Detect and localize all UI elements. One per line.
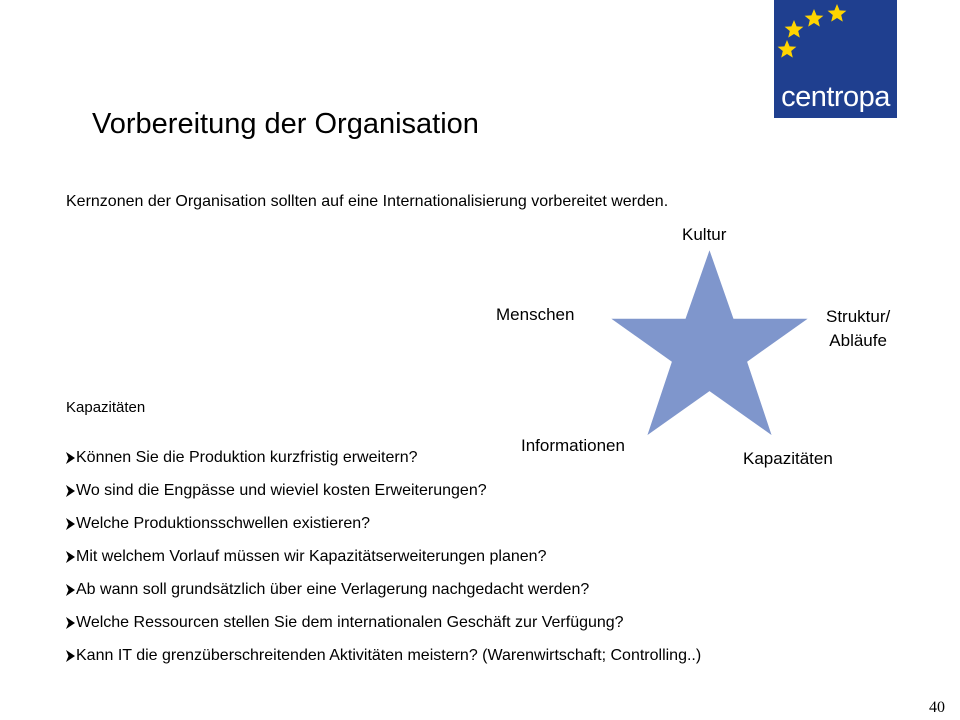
star-diagram [606, 245, 813, 445]
diagram-label-kapazitaeten: Kapazitäten [743, 449, 833, 468]
star-icon [828, 4, 847, 22]
question-text: Kann IT die grenzüberschreitenden Aktivitäten meistern? (Warenwirtschaft; Controlling..) [76, 647, 702, 664]
list-item [66, 481, 701, 514]
diagram-label-struktur [826, 305, 890, 353]
list-item [66, 448, 701, 481]
question-text: Wo sind die Engpässe und wieviel kosten Erweiterungen? [76, 482, 487, 499]
diagram-label-kultur: Kultur [682, 225, 727, 244]
logo-wordmark: centropa [781, 81, 890, 113]
diagram-label-menschen: Menschen [496, 305, 575, 324]
diagram-label-informationen: Informationen [521, 436, 625, 455]
question-text: Welche Produktionsschwellen existieren? [76, 515, 371, 532]
arrow-bullet-icon [66, 452, 75, 464]
list-item [66, 580, 701, 613]
arrow-bullet-icon [66, 650, 75, 662]
star-shape [609, 248, 810, 437]
arrow-bullet-icon [66, 584, 75, 596]
arrow-bullet-icon [66, 617, 75, 629]
question-text: Können Sie die Produktion kurzfristig erweitern? [76, 449, 418, 466]
question-text: Welche Ressourcen stellen Sie dem internationalen Geschäft zur Verfügung? [76, 614, 624, 631]
page-title: Vorbereitung der Organisation [92, 108, 479, 140]
question-text: Mit welchem Vorlauf müssen wir Kapazitätserweiterungen planen? [76, 548, 547, 565]
arrow-bullet-icon [66, 518, 75, 530]
star-icon [778, 40, 797, 58]
question-list [66, 448, 701, 679]
list-item [66, 514, 701, 547]
diagram-label-struktur-line2: Abläufe [829, 331, 887, 350]
centropa-logo [774, 0, 897, 118]
list-item [66, 613, 701, 646]
list-item [66, 646, 701, 679]
star-icon [785, 20, 804, 38]
intro-text: Kernzonen der Organisation sollten auf eine Internationalisierung vorbereitet werden. [66, 193, 669, 210]
eu-stars-icon [774, 0, 897, 90]
star-icon [805, 9, 824, 27]
section-heading: Kapazitäten [66, 399, 146, 416]
list-item [66, 547, 701, 580]
diagram-label-struktur-line1: Struktur/ [826, 307, 891, 326]
arrow-bullet-icon [66, 551, 75, 563]
question-text: Ab wann soll grundsätzlich über eine Verlagerung nachgedacht werden? [76, 581, 590, 598]
arrow-bullet-icon [66, 485, 75, 497]
page-number: 40 [929, 699, 945, 716]
